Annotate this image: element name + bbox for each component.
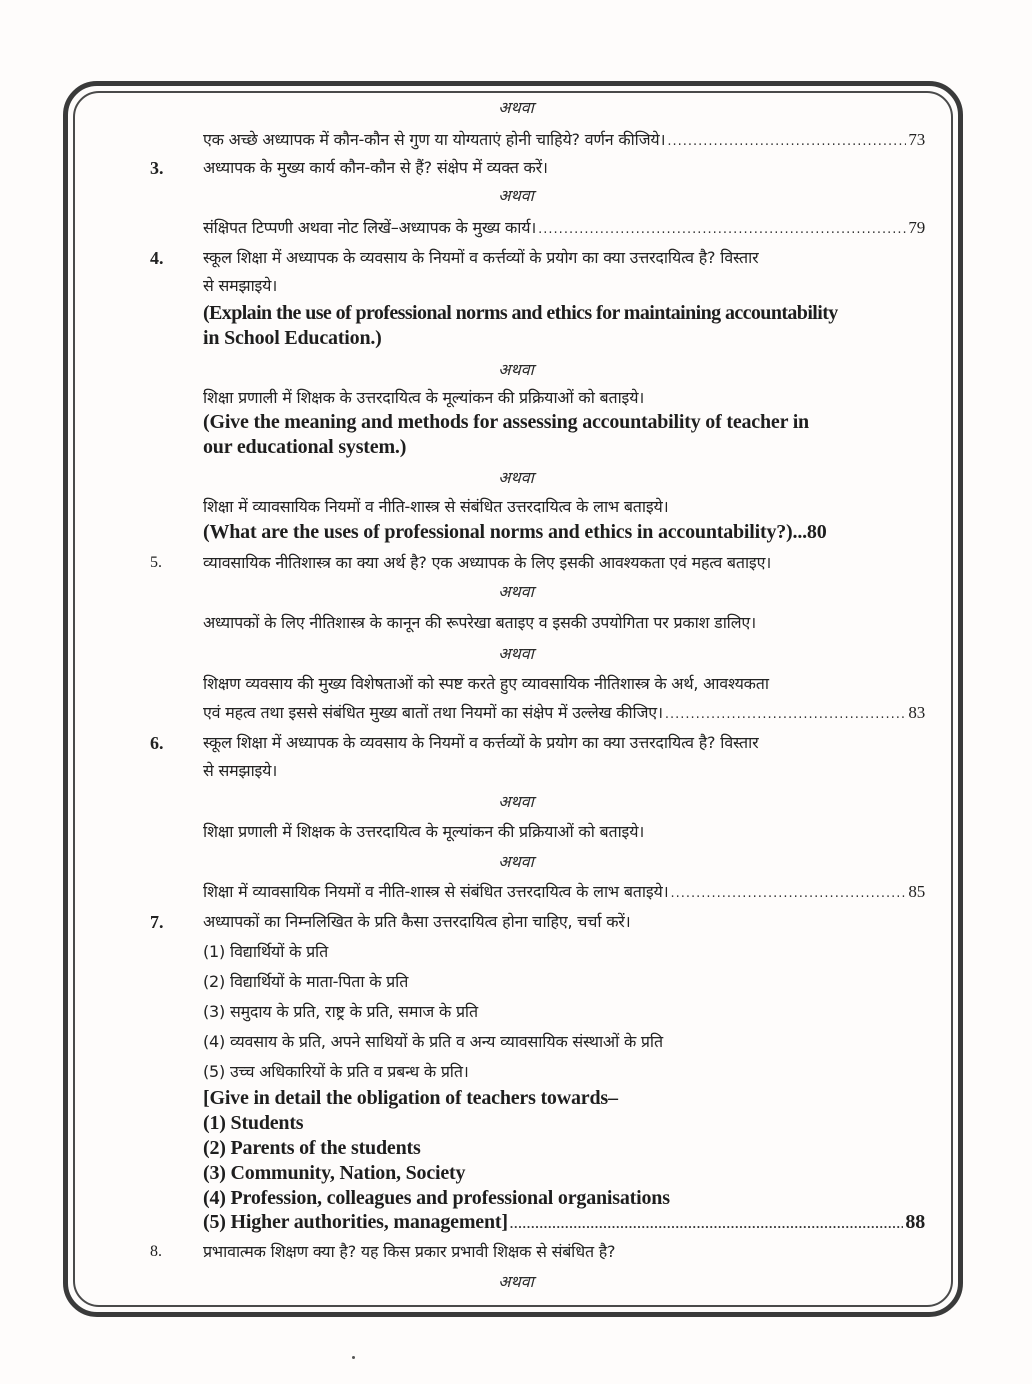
question-number: 6. xyxy=(150,733,164,753)
question-number: 4. xyxy=(150,248,164,268)
print-speck xyxy=(352,1356,355,1359)
separator-athva: अथवा xyxy=(498,186,534,205)
question-text: व्यावसायिक नीतिशास्त्र का क्या अर्थ है? एक अध्यापक के लिए इसकी आवश्यकता एवं महत्व बताइए। xyxy=(203,553,772,572)
question-text: अध्यापकों का निम्नलिखित के प्रति कैसा उत्तरदायित्व होना चाहिए, चर्चा करें। xyxy=(203,912,631,931)
question-text: अध्यापक के मुख्य कार्य कौन-कौन से हैं? संक्षेप में व्यक्त करें। xyxy=(203,158,548,177)
question-text: से समझाइये। xyxy=(203,761,278,780)
toc-entry[interactable] xyxy=(203,128,925,154)
question-number: 8. xyxy=(150,1243,162,1260)
page-number: 83 xyxy=(908,703,925,722)
question-text: अध्यापकों के लिए नीतिशास्त्र के कानून की रूपरेखा बताइए व इसकी उपयोगिता पर प्रकाश डालिए। xyxy=(203,613,756,632)
separator-athva: अथवा xyxy=(498,468,534,487)
question-number: 3. xyxy=(150,158,164,178)
list-item: (1) Students xyxy=(203,1112,304,1134)
separator-athva: अथवा xyxy=(498,98,534,117)
list-item: (5) उच्च अधिकारियों के प्रति व प्रबन्ध के प्रति। xyxy=(203,1062,469,1081)
page-number: 85 xyxy=(908,882,925,901)
entry-text: एक अच्छे अध्यापक में कौन-कौन से गुण या योग्यताएं होनी चाहिये? वर्णन कीजिये। xyxy=(203,130,666,149)
question-text: स्कूल शिक्षा में अध्यापक के व्यवसाय के नियमों व कर्त्तव्यों के प्रयोग का क्या उत्तरदायित्व है? विस्तार xyxy=(203,248,759,267)
list-item: (1) विद्यार्थियों के प्रति xyxy=(203,942,329,961)
leader-dots xyxy=(538,218,906,242)
entry-text: (5) Higher authorities, management] xyxy=(203,1211,508,1233)
leader-dots xyxy=(667,130,906,154)
list-item: (3) Community, Nation, Society xyxy=(203,1162,466,1184)
leader-dots xyxy=(670,882,906,906)
page-number: 79 xyxy=(908,218,925,237)
toc-entry[interactable]: (What are the uses of professional norms and ethics in accountability?)...80 xyxy=(203,521,827,543)
toc-entry[interactable] xyxy=(203,880,925,906)
question-text-english: (Explain the use of professional norms and ethics for maintaining accountability xyxy=(203,302,838,324)
list-item: (3) समुदाय के प्रति, राष्ट्र के प्रति, समाज के प्रति xyxy=(203,1002,478,1021)
entry-text: शिक्षा में व्यावसायिक नियमों व नीति-शास्त्र से संबंधित उत्तरदायित्व के लाभ बताइये। xyxy=(203,882,669,901)
separator-athva: अथवा xyxy=(498,360,534,379)
question-number: 5. xyxy=(150,554,162,571)
question-text-english: (Give the meaning and methods for assessing accountability of teacher in xyxy=(203,411,809,433)
toc-entry[interactable] xyxy=(203,701,925,727)
question-text: शिक्षण व्यवसाय की मुख्य विशेषताओं को स्पष्ट करते हुए व्यावसायिक नीतिशास्त्र के अर्थ, आवश्यकता xyxy=(203,674,769,693)
question-text: शिक्षा में व्यावसायिक नियमों व नीति-शास्त्र से संबंधित उत्तरदायित्व के लाभ बताइये। xyxy=(203,497,669,516)
page-number: 73 xyxy=(908,130,925,149)
separator-athva: अथवा xyxy=(498,852,534,871)
page-number: 88 xyxy=(905,1211,925,1233)
leader-dots xyxy=(665,703,907,727)
list-item: (4) Profession, colleagues and professional organisations xyxy=(203,1187,670,1209)
question-number: 7. xyxy=(150,912,164,932)
toc-entry[interactable] xyxy=(203,1210,925,1236)
question-text: स्कूल शिक्षा में अध्यापक के व्यवसाय के नियमों व कर्त्तव्यों के प्रयोग का क्या उत्तरदायित्व है? विस्तार xyxy=(203,733,759,752)
question-text: प्रभावात्मक शिक्षण क्या है? यह किस प्रकार प्रभावी शिक्षक से संबंधित है? xyxy=(203,1242,616,1261)
separator-athva: अथवा xyxy=(498,792,534,811)
question-text-english: our educational system.) xyxy=(203,436,407,458)
question-text: शिक्षा प्रणाली में शिक्षक के उत्तरदायित्व के मूल्यांकन की प्रक्रियाओं को बताइये। xyxy=(203,822,645,841)
entry-text: एवं महत्व तथा इससे संबंधित मुख्य बातों तथा नियमों का संक्षेप में उल्लेख कीजिए। xyxy=(203,703,663,722)
question-text: से समझाइये। xyxy=(203,276,278,295)
separator-athva: अथवा xyxy=(498,644,534,663)
toc-entry[interactable] xyxy=(203,216,925,242)
list-item: (2) विद्यार्थियों के माता-पिता के प्रति xyxy=(203,972,409,991)
question-text-english: in School Education.) xyxy=(203,327,382,349)
separator-athva: अथवा xyxy=(498,582,534,601)
entry-text: संक्षिपत टिप्पणी अथवा नोट लिखें–अध्यापक के मुख्य कार्य। xyxy=(203,218,537,237)
list-item: (2) Parents of the students xyxy=(203,1137,421,1159)
leader-dots xyxy=(510,1212,904,1236)
list-item: (4) व्यवसाय के प्रति, अपने साथियों के प्रति व अन्य व्यावसायिक संस्थाओं के प्रति xyxy=(203,1032,663,1051)
separator-athva: अथवा xyxy=(498,1272,534,1291)
question-text: शिक्षा प्रणाली में शिक्षक के उत्तरदायित्व के मूल्यांकन की प्रक्रियाओं को बताइये। xyxy=(203,388,645,407)
question-text-english: [Give in detail the obligation of teachers towards– xyxy=(203,1087,618,1109)
